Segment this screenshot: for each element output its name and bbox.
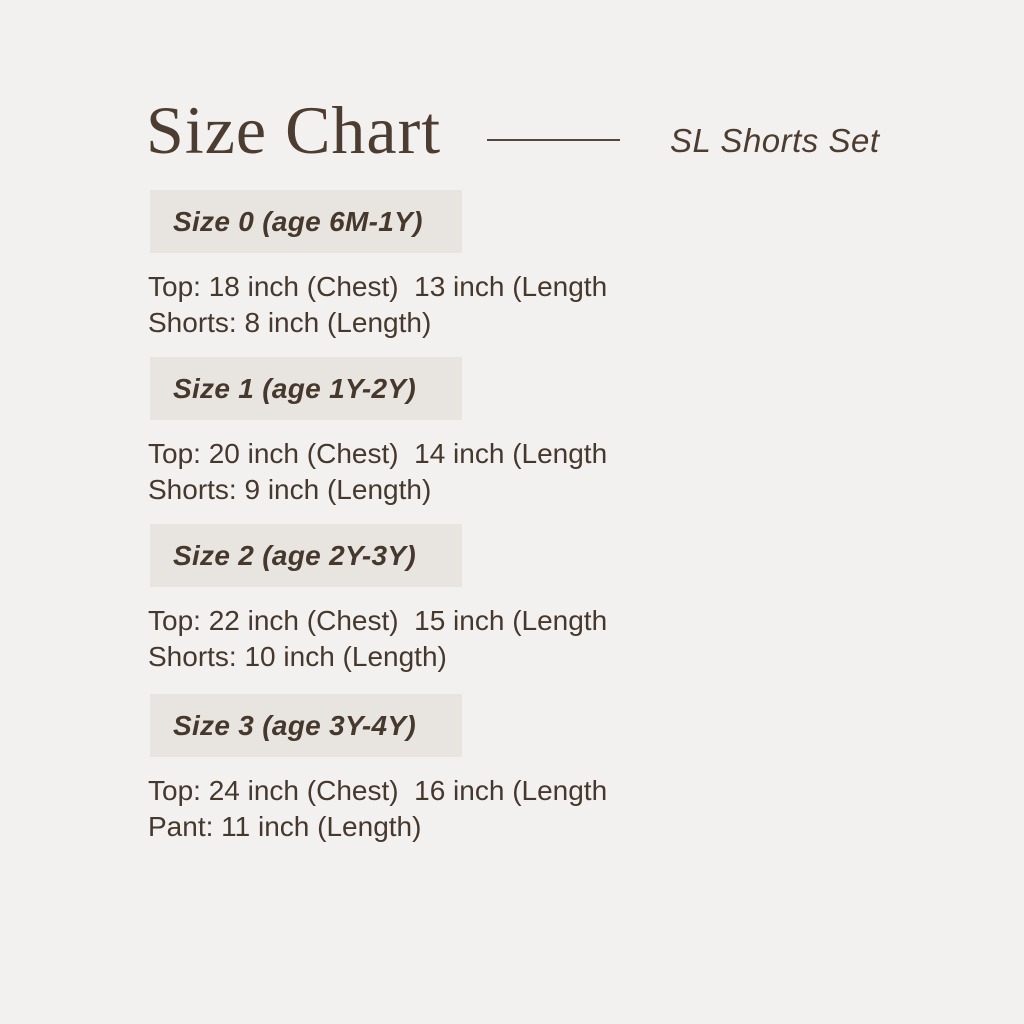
- size-label: Size 3 (age 3Y-4Y): [173, 709, 416, 741]
- size-label: Size 1 (age 1Y-2Y): [173, 372, 416, 404]
- bottom-measurements: Shorts: 10 inch (Length): [148, 641, 447, 672]
- size-section-3: [148, 694, 708, 845]
- size-label: Size 0 (age 6M-1Y): [173, 205, 423, 237]
- bottom-measurements: Shorts: 8 inch (Length): [148, 307, 432, 338]
- size-label: Size 2 (age 2Y-3Y): [173, 539, 416, 571]
- bottom-measurements: Shorts: 9 inch (Length): [148, 474, 432, 505]
- title-divider-line: [487, 139, 620, 141]
- size-section-2: [148, 524, 708, 675]
- product-name: SL Shorts Set: [670, 122, 880, 159]
- size-label-badge: [150, 524, 462, 587]
- top-measurements: Top: 20 inch (Chest) 14 inch (Length: [148, 438, 608, 469]
- size-label-badge: [150, 190, 462, 253]
- page-title: Size Chart: [146, 92, 442, 168]
- bottom-measurements: Pant: 11 inch (Length): [148, 811, 422, 842]
- top-measurements: Top: 18 inch (Chest) 13 inch (Length: [148, 271, 608, 302]
- size-label-badge: [150, 357, 462, 420]
- top-measurements: Top: 24 inch (Chest) 16 inch (Length: [148, 775, 608, 806]
- size-label-badge: [150, 694, 462, 757]
- size-section-0: [148, 190, 708, 341]
- top-measurements: Top: 22 inch (Chest) 15 inch (Length: [148, 605, 608, 636]
- size-section-1: [148, 357, 708, 508]
